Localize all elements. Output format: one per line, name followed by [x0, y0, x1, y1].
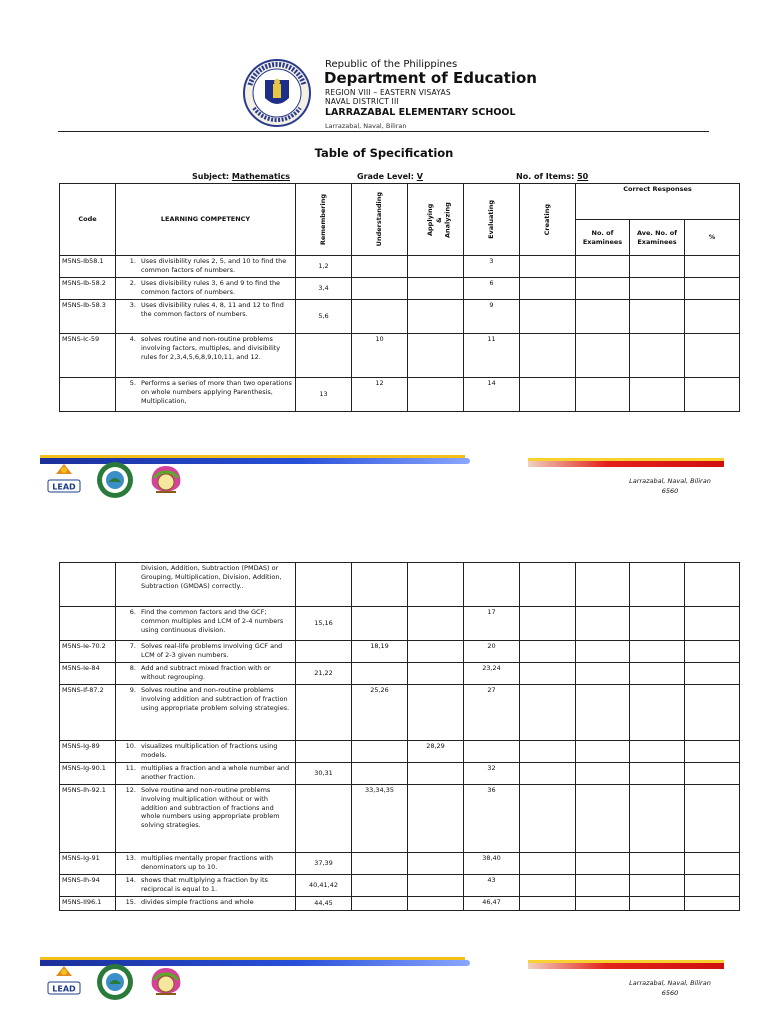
evaluating-items: 17	[464, 607, 520, 641]
ave-examinees-cell	[630, 741, 685, 763]
evaluating-items: 3	[464, 256, 520, 278]
evaluating-items: 46,47	[464, 897, 520, 911]
competency-description: divides simple fractions and whole	[141, 898, 254, 906]
ave-examinees-cell	[630, 897, 685, 911]
competency-text	[116, 334, 296, 378]
remembering-items: 13	[296, 378, 352, 412]
remembering-items: 1,2	[296, 256, 352, 278]
competency-description: multiplies a fraction and a whole number and another fraction.	[141, 764, 290, 781]
footer2-address-line1: Larrazabal, Naval, Biliran	[629, 979, 711, 987]
examinees-cell	[576, 378, 630, 412]
table-row	[60, 641, 740, 663]
footer-address-line1: Larrazabal, Naval, Biliran	[629, 477, 711, 485]
department-title: Department of Education	[324, 69, 537, 87]
items-value: 50	[577, 172, 589, 181]
competency-description: Solves routine and non-routine problems involving addition and subtraction of fraction using appropriate problem solving strategies.	[141, 686, 290, 712]
understanding-items: 10	[352, 334, 408, 378]
specification-table-page1	[59, 183, 740, 412]
table-row	[60, 278, 740, 300]
remembering-items: 30,31	[296, 763, 352, 785]
competency-number: 8.	[129, 664, 136, 672]
ave-examinees-cell	[630, 853, 685, 875]
evaluating-items: 11	[464, 334, 520, 378]
competency-text	[116, 685, 296, 741]
competency-description: Uses divisibility rules 3, 6 and 9 to find the common factors of numbers.	[141, 279, 281, 296]
creating-items	[520, 897, 576, 911]
header-evaluating: Evaluating	[464, 184, 520, 256]
competency-text	[116, 897, 296, 911]
creating-items	[520, 785, 576, 853]
subject-value: Mathematics	[231, 172, 291, 181]
competency-text	[116, 256, 296, 278]
remembering-items	[296, 685, 352, 741]
table-row	[60, 378, 740, 412]
header-code: Code	[60, 184, 116, 256]
competency-number: 2.	[129, 279, 136, 287]
understanding-items	[352, 875, 408, 897]
creating-items	[520, 741, 576, 763]
examinees-cell	[576, 785, 630, 853]
competency-number: 15.	[125, 898, 136, 906]
competency-number	[120, 564, 141, 590]
region-label: REGION VIII – EASTERN VISAYAS	[325, 88, 451, 97]
understanding-items	[352, 607, 408, 641]
understanding-items: 25,26	[352, 685, 408, 741]
creating-items	[520, 685, 576, 741]
competency-description: Uses divisibility rules 2, 5, and 10 to find the common factors of numbers.	[141, 257, 287, 274]
applying-items	[408, 853, 464, 875]
evaluating-items: 43	[464, 875, 520, 897]
percent-cell	[685, 378, 740, 412]
creating-items	[520, 278, 576, 300]
competency-code: M5NS-Ie-70.2	[60, 641, 116, 663]
percent-cell	[685, 641, 740, 663]
competency-description: visualizes multiplication of fractions using models.	[141, 742, 278, 759]
understanding-items	[352, 741, 408, 763]
header-correct-responses: Correct Responses	[576, 184, 740, 220]
examinees-cell	[576, 663, 630, 685]
creating-items	[520, 256, 576, 278]
competency-text	[116, 763, 296, 785]
percent-cell	[685, 763, 740, 785]
applying-items	[408, 278, 464, 300]
ave-examinees-cell	[630, 763, 685, 785]
competency-number: 9.	[129, 686, 136, 694]
items-label: No. of Items:	[516, 172, 578, 181]
grade-meta	[357, 172, 423, 181]
percent-cell	[685, 563, 740, 607]
applying-items	[408, 897, 464, 911]
understanding-items: 18,19	[352, 641, 408, 663]
competency-code: M5NS-Ig-90.1	[60, 763, 116, 785]
school-name: LARRAZABAL ELEMENTARY SCHOOL	[325, 107, 516, 118]
grade-label: Grade Level:	[357, 172, 417, 181]
ave-examinees-cell	[630, 875, 685, 897]
competency-description: Performs a series of more than two operations on whole numbers applying Parenthesis, Multiplication,	[141, 379, 292, 405]
republic-label: Republic of the Philippines	[325, 59, 458, 70]
examinees-cell	[576, 897, 630, 911]
footer2-address-line2: 6560	[661, 989, 679, 998]
remembering-items: 21,22	[296, 663, 352, 685]
ave-examinees-cell	[630, 300, 685, 334]
items-meta	[516, 172, 588, 181]
examinees-cell	[576, 334, 630, 378]
svg-text:LEAD: LEAD	[52, 984, 76, 994]
footer-stripe-red	[528, 461, 724, 467]
evaluating-items	[464, 741, 520, 763]
competency-text	[116, 300, 296, 334]
table-row	[60, 663, 740, 685]
table-row	[60, 563, 740, 607]
evaluating-items: 36	[464, 785, 520, 853]
ave-examinees-cell	[630, 378, 685, 412]
competency-text	[116, 875, 296, 897]
ave-examinees-cell	[630, 663, 685, 685]
competency-text	[116, 607, 296, 641]
footer2-stripe-red	[528, 963, 724, 969]
understanding-items	[352, 763, 408, 785]
understanding-items	[352, 300, 408, 334]
table-row	[60, 607, 740, 641]
examinees-cell	[576, 607, 630, 641]
competency-description: Uses divisibility rules 4, 8, 11 and 12 to find the common factors of numbers.	[141, 301, 284, 318]
understanding-items	[352, 256, 408, 278]
examinees-cell	[576, 256, 630, 278]
header-creating: Creating	[520, 184, 576, 256]
understanding-items	[352, 563, 408, 607]
remembering-items: 44,45	[296, 897, 352, 911]
competency-code: M5NS-Ih-92.1	[60, 785, 116, 853]
examinees-cell	[576, 685, 630, 741]
table-row	[60, 300, 740, 334]
ave-examinees-cell	[630, 785, 685, 853]
competency-number: 10.	[125, 742, 136, 750]
applying-items	[408, 685, 464, 741]
applying-items	[408, 607, 464, 641]
ave-examinees-cell	[630, 278, 685, 300]
applying-items	[408, 378, 464, 412]
applying-items	[408, 334, 464, 378]
applying-items	[408, 256, 464, 278]
percent-cell	[685, 300, 740, 334]
percent-cell	[685, 875, 740, 897]
table-body-page1	[60, 256, 740, 412]
competency-text	[116, 641, 296, 663]
footer-address-line2: 6560	[661, 487, 679, 496]
examinees-cell	[576, 278, 630, 300]
percent-cell	[685, 278, 740, 300]
competency-text	[116, 378, 296, 412]
applying-items	[408, 641, 464, 663]
remembering-items: 3,4	[296, 278, 352, 300]
competency-code: M5NS-Ib58.1	[60, 256, 116, 278]
competency-text	[116, 785, 296, 853]
evaluating-items: 38,40	[464, 853, 520, 875]
competency-description: multiplies mentally proper fractions with denominators up to 10.	[141, 854, 274, 871]
examinees-cell	[576, 763, 630, 785]
applying-items	[408, 563, 464, 607]
evaluating-items: 6	[464, 278, 520, 300]
header-understanding: Understanding	[352, 184, 408, 256]
competency-code: M5NS-Ic-59	[60, 334, 116, 378]
table-row	[60, 256, 740, 278]
creating-items	[520, 853, 576, 875]
competency-number: 3.	[129, 301, 136, 309]
examinees-cell	[576, 875, 630, 897]
evaluating-items: 27	[464, 685, 520, 741]
competency-number: 11.	[125, 764, 136, 772]
understanding-items: 33,34,35	[352, 785, 408, 853]
evaluating-items: 20	[464, 641, 520, 663]
competency-description: Find the common factors and the GCF; common multiples and LCM of 2-4 numbers using continuous division.	[141, 608, 284, 634]
creating-items	[520, 875, 576, 897]
header-applying: Applying & Analyzing	[408, 184, 464, 256]
creating-items	[520, 641, 576, 663]
evaluating-items: 9	[464, 300, 520, 334]
evaluating-items: 32	[464, 763, 520, 785]
applying-items	[408, 785, 464, 853]
competency-text	[116, 563, 296, 607]
creating-items	[520, 563, 576, 607]
percent-cell	[685, 741, 740, 763]
creating-items	[520, 663, 576, 685]
school-logo	[146, 460, 186, 500]
header-divider	[58, 131, 709, 132]
lead-logo	[44, 460, 84, 500]
remembering-items	[296, 785, 352, 853]
school-address: Larrazabal, Naval, Biliran	[325, 122, 407, 130]
percent-cell	[685, 785, 740, 853]
competency-description: Solve routine and non-routine problems involving multiplication without or with addition and subtraction of fractions and whole numbers using appropriate problem solving strategies.	[141, 786, 280, 830]
examinees-cell	[576, 563, 630, 607]
remembering-items: 15,16	[296, 607, 352, 641]
competency-code: M5NS-If-87.2	[60, 685, 116, 741]
examinees-cell	[576, 741, 630, 763]
svg-text:LEAD: LEAD	[52, 482, 76, 492]
applying-items	[408, 875, 464, 897]
header-examinees: No. of Examinees	[576, 220, 630, 256]
competency-number: 6.	[129, 608, 136, 616]
percent-cell	[685, 897, 740, 911]
district-label: NAVAL DISTRICT III	[325, 97, 399, 106]
competency-text	[116, 278, 296, 300]
table-row	[60, 897, 740, 911]
ave-examinees-cell	[630, 641, 685, 663]
understanding-items: 12	[352, 378, 408, 412]
header-remembering: Remembering	[296, 184, 352, 256]
percent-cell	[685, 256, 740, 278]
table-row	[60, 875, 740, 897]
applying-items: 28,29	[408, 741, 464, 763]
understanding-items	[352, 663, 408, 685]
table-row	[60, 785, 740, 853]
ave-examinees-cell	[630, 256, 685, 278]
competency-text	[116, 741, 296, 763]
district-logo	[95, 962, 135, 1002]
creating-items	[520, 334, 576, 378]
percent-cell	[685, 663, 740, 685]
table-row	[60, 763, 740, 785]
table-row	[60, 685, 740, 741]
grade-value: V	[416, 172, 423, 181]
examinees-cell	[576, 641, 630, 663]
percent-cell	[685, 853, 740, 875]
creating-items	[520, 607, 576, 641]
table-row	[60, 853, 740, 875]
understanding-items	[352, 853, 408, 875]
table-row	[60, 334, 740, 378]
table-body-page2	[60, 563, 740, 911]
creating-items	[520, 300, 576, 334]
understanding-items	[352, 278, 408, 300]
ave-examinees-cell	[630, 685, 685, 741]
header-percent: %	[685, 220, 740, 256]
understanding-items	[352, 897, 408, 911]
competency-code: M5NS-Ib-58.2	[60, 278, 116, 300]
footer-address	[600, 476, 740, 497]
competency-code: M5NS-Ih-94	[60, 875, 116, 897]
competency-code: M5NS-Ig-91	[60, 853, 116, 875]
ave-examinees-cell	[630, 607, 685, 641]
remembering-items: 40,41,42	[296, 875, 352, 897]
document-title: Table of Specification	[314, 146, 454, 160]
competency-code: M5NS-Ib-58.3	[60, 300, 116, 334]
competency-description: shows that multiplying a fraction by its reciprocal is equal to 1.	[141, 876, 268, 893]
competency-text	[116, 663, 296, 685]
competency-text	[116, 853, 296, 875]
competency-description: solves routine and non-routine problems involving factors, multiples, and divisibility rules for 2,3,4,5,6,8,9,10,11, and 12.	[141, 335, 281, 361]
district-logo	[95, 460, 135, 500]
subject-meta	[192, 172, 290, 181]
applying-items	[408, 663, 464, 685]
competency-number: 7.	[129, 642, 136, 650]
competency-number: 14.	[125, 876, 136, 884]
header-competency: LEARNING COMPETENCY	[116, 184, 296, 256]
applying-items	[408, 763, 464, 785]
competency-number: 4.	[129, 335, 136, 343]
examinees-cell	[576, 853, 630, 875]
remembering-items	[296, 563, 352, 607]
competency-description: Solves real-life problems involving GCF and LCM of 2-3 given numbers.	[141, 642, 283, 659]
ave-examinees-cell	[630, 563, 685, 607]
remembering-items	[296, 741, 352, 763]
remembering-items: 37,39	[296, 853, 352, 875]
creating-items	[520, 763, 576, 785]
creating-items	[520, 378, 576, 412]
table-row	[60, 741, 740, 763]
percent-cell	[685, 685, 740, 741]
competency-number: 1.	[129, 257, 136, 265]
examinees-cell	[576, 300, 630, 334]
competency-number: 12.	[125, 786, 136, 794]
lead-logo	[44, 962, 84, 1002]
applying-items	[408, 300, 464, 334]
competency-code: M5NS-Ie-84	[60, 663, 116, 685]
ave-examinees-cell	[630, 334, 685, 378]
evaluating-items	[464, 563, 520, 607]
competency-description: Division, Addition, Subtraction (PMDAS) or Grouping, Multiplication, Division, Addition, Subtraction (GMDAS) correctly..	[141, 564, 282, 590]
specification-table-page2	[59, 562, 740, 911]
competency-code	[60, 607, 116, 641]
competency-number: 13.	[125, 854, 136, 862]
remembering-items	[296, 334, 352, 378]
competency-description: Add and subtract mixed fraction with or without regrouping.	[141, 664, 271, 681]
deped-seal-logo	[236, 58, 318, 128]
evaluating-items: 14	[464, 378, 520, 412]
header-ave-examinees: Ave. No. of Examinees	[630, 220, 685, 256]
evaluating-items: 23,24	[464, 663, 520, 685]
subject-label: Subject:	[192, 172, 232, 181]
remembering-items	[296, 641, 352, 663]
percent-cell	[685, 334, 740, 378]
remembering-items: 5,6	[296, 300, 352, 334]
competency-code: M5NS-Ig-89	[60, 741, 116, 763]
percent-cell	[685, 607, 740, 641]
competency-number: 5.	[129, 379, 136, 387]
footer2-address	[600, 978, 740, 999]
competency-code: M5NS-II96.1	[60, 897, 116, 911]
competency-code	[60, 378, 116, 412]
school-logo	[146, 962, 186, 1002]
competency-code	[60, 563, 116, 607]
